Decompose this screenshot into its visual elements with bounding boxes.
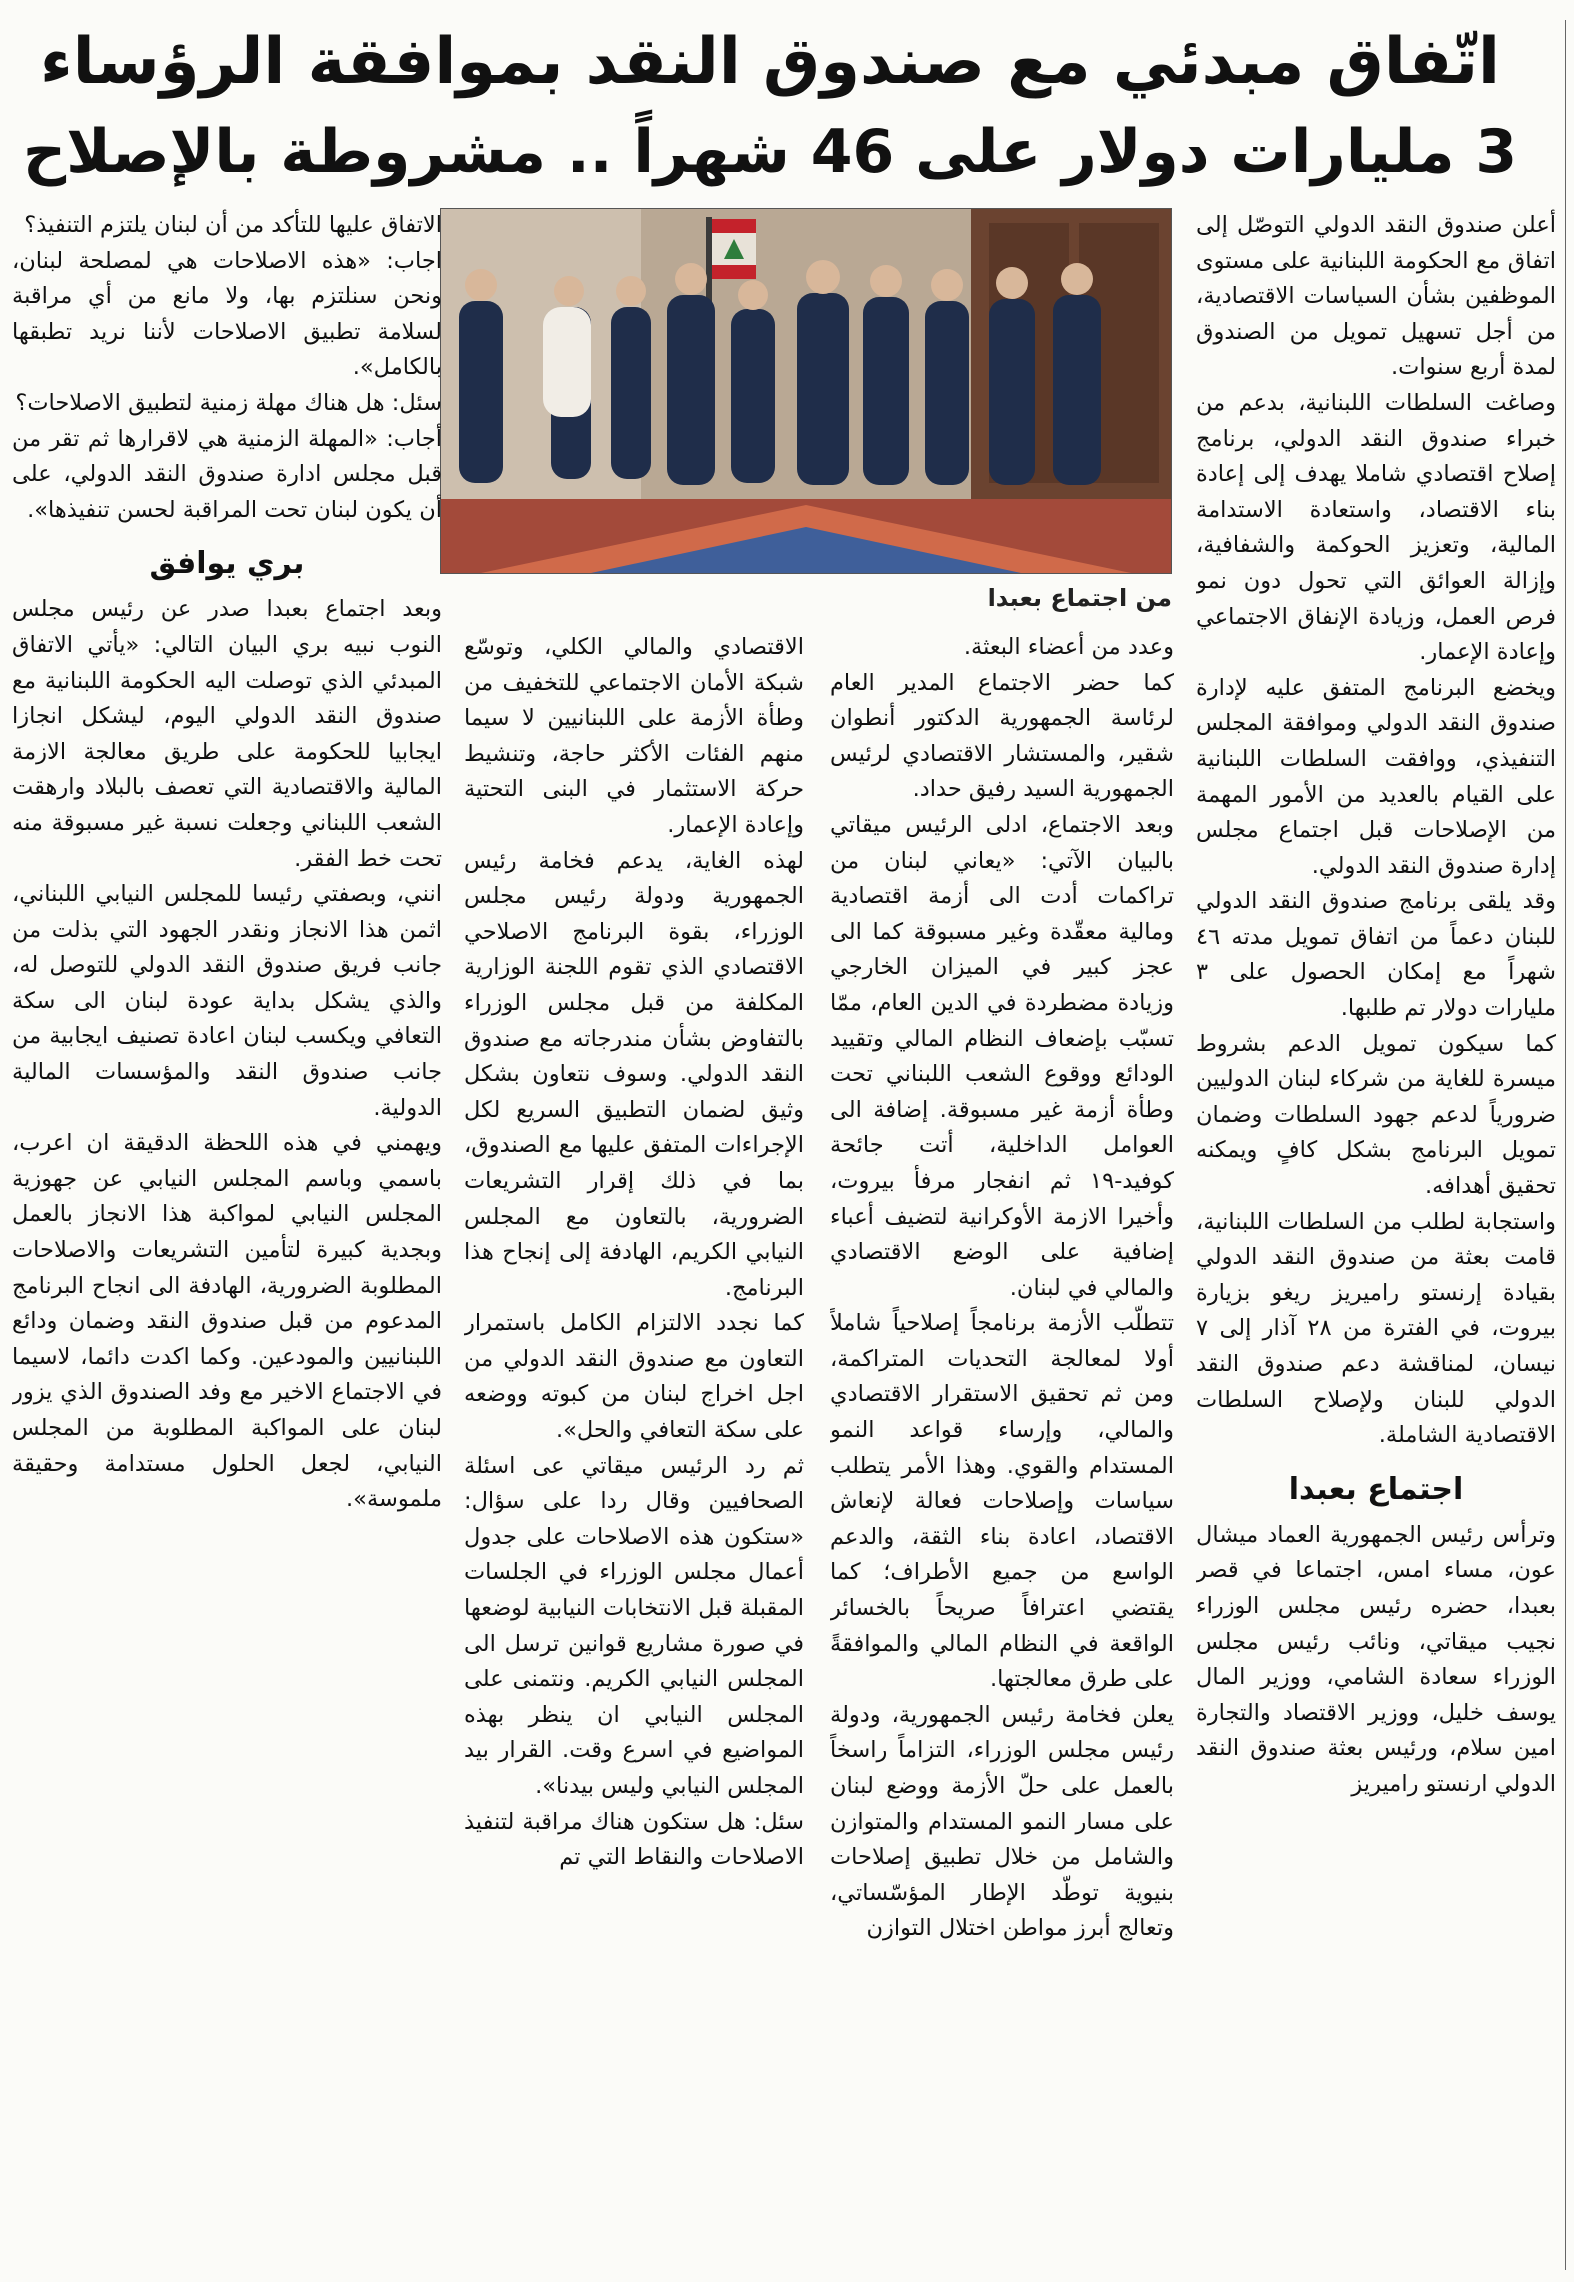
paragraph: سئل: هل هناك مهلة زمنية لتطبيق الاصلاحات؟: [15, 389, 442, 416]
headline-line-1: اتّفاق مبدئي مع صندوق النقد بموافقة الرؤساء: [40, 25, 1500, 99]
paragraph: وعدد من أعضاء البعثة.: [963, 634, 1174, 660]
paragraph: ثم رد الرئيس ميقاتي عى اسئلة الصحافيين وقال ردا على سؤال: «ستكون هذه الاصلاحات على جدول أعمال مجلس الوزراء في الجلسات المقبلة قبل الانتخابات النيابية لوضعها في صورة مشاريع قوانين ترسل الى المجلس النيابي الكريم. ونتمنى على المجلس النيابي ان ينظر بهذه المواضيع في اسرع وقت. القرار بيد المجلس النيابي وليس بيدنا».: [464, 1452, 804, 1799]
paragraph: يعلن فخامة رئيس الجمهورية، ودولة رئيس مجلس الوزراء، التزاماً راسخاً بالعمل على حلّ الأزمة ووضع لبنان على مسار النمو المستدام والمتوازن والشامل من خلال تطبيق إصلاحات بنيوية توطّد الإطار المؤسّساتي، وتعالج أبرز مواطن اختلال التوازن: [830, 1701, 1174, 1942]
paragraph: أعلن صندوق النقد الدولي التوصّل إلى اتفاق مع الحكومة اللبنانية على مستوى الموظفين بشأن السياسات الاقتصادية، من أجل تسهيل تمويل من الصندوق لمدة أربع سنوات.: [1196, 212, 1556, 381]
paragraph: وبعد الاجتماع، ادلى الرئيس ميقاتي بالبيان الآتي: «يعاني لبنان من تراكمات أدت الى أزمة اقتصادية ومالية معقّدة وغير مسبوقة كما الى عجز كبير في الميزان الخارجي وزيادة مضطردة في الدين العام، ممّا تسبّب بإضعاف النظام المالي وتقييد الودائع ووقوع الشعب اللبناني تحت وطأة أزمة غير مسبوقة. إضافة الى العوامل الداخلية، أتت جائحة كوفيد-١٩ ثم انفجار مرفأ بيروت، وأخيرا الازمة الأوكرانية لتضيف أعباء إضافية على الوضع الاقتصادي والمالي في لبنان.: [830, 811, 1174, 1301]
paragraph: كما سيكون تمويل الدعم بشروط ميسرة للغاية من شركاء لبنان الدوليين ضرورياً لدعم جهود السلطات وضمان تمويل البرنامج بشكل كافٍ ويمكنه تحقيق أهدافه.: [1196, 1030, 1556, 1200]
paragraph: الاتفاق عليها للتأكد من أن لبنان يلتزم التنفيذ؟: [24, 212, 442, 238]
article-column-2: [830, 630, 1174, 2276]
article-column-4: [12, 208, 442, 2276]
paragraph: وصاغت السلطات اللبنانية، بدعم من خبراء صندوق النقد الدولي، برنامج إصلاح اقتصادي شاملا يهدف إلى إعادة بناء الاقتصاد، واستعادة الاستدامة المالية، وتعزيز الحوكمة والشفافية، وإزالة العوائق التي تحول دون نمو فرص العمل، وزيادة الإنفاق الاجتماعي وإعادة الإعمار.: [1196, 389, 1556, 666]
article-column-3: [464, 630, 804, 2276]
paragraph: وقد يلقى برنامج صندوق النقد الدولي للبنان دعماً من اتفاق تمويل مدته ٤٦ شهراً مع إمكان الحصول على ٣ مليارات دولار تم طلبها.: [1196, 888, 1556, 1022]
headline-line-2: 3 مليارات دولار على 46 شهراً .. مشروطة بالإصلاح: [22, 117, 1518, 187]
meeting-group-photo: [440, 208, 1172, 574]
paragraph: كما نجدد الالتزام الكامل باستمرار التعاون مع صندوق النقد الدولي من اجل اخراج لبنان من كبوته ووضعه على سكة التعافي والحل».: [464, 1310, 804, 1444]
subheading-berri-agrees: بري يوافق: [149, 546, 305, 582]
news-photo-block: [442, 208, 1172, 612]
paragraph: واستجابة لطلب من السلطات اللبنانية، قامت بعثة من صندوق النقد الدولي بقيادة إرنستو راميريز ريغو بزيارة بيروت، في الفترة من ٢٨ آذار إلى ٧ نيسان، لمناقشة دعم صندوق النقد الدولي للبنان ولإصلاح السلطات الاقتصادية الشاملة.: [1196, 1208, 1556, 1449]
paragraph: وترأس رئيس الجمهورية العماد ميشال عون، مساء امس، اجتماعا في قصر بعبدا، حضره رئيس مجلس الوزراء نجيب ميقاتي، ونائب رئيس مجلس الوزراء سعادة الشامي، ووزير المال يوسف خليل، ووزير الاقتصاد والتجارة امين سلام، ورئيس بعثة صندوق النقد الدولي ارنستو راميريز: [1196, 1521, 1556, 1797]
paragraph: كما حضر الاجتماع المدير العام لرئاسة الجمهورية الدكتور أنطوان شقير، والمستشار الاقتصادي لرئيس الجمهورية السيد رفيق حداد.: [830, 669, 1174, 803]
paragraph: ويخضع البرنامج المتفق عليه لإدارة صندوق النقد الدولي وموافقة المجلس التنفيذي، ووافقت السلطات اللبنانية على القيام بالعديد من الأمور المهمة من الإصلاحات قبل اجتماع مجلس إدارة صندوق النقد الدولي.: [1196, 674, 1556, 879]
column-rule: [1565, 20, 1566, 2270]
paragraph: انني، وبصفتي رئيسا للمجلس النيابي اللبناني، اثمن هذا الانجاز ونقدر الجهود التي بذلت من جانب فريق صندوق النقد الدولي للتوصل له، والذي يشكل بداية عودة لبنان الى سكة التعافي ويكسب لبنان اعادة تصنيف ايجابية من جانب صندوق النقد والمؤسسات المالية الدولية.: [12, 881, 442, 1121]
paragraph: اجاب: «هذه الاصلاحات هي لمصلحة لبنان، ونحن سنلتزم بها، ولا مانع من أي مراقبة لسلامة تطبيق الاصلاحات لأننا نريد تطبقها بالكامل».: [12, 247, 442, 381]
paragraph: لهذه الغاية، يدعم فخامة رئيس الجمهورية ودولة رئيس مجلس الوزراء، بقوة البرنامج الاصلاحي الاقتصادي الذي تقوم اللجنة الوزارية المكلفة من قبل مجلس الوزراء بالتفاوض بشأن مندرجاته مع صندوق النقد الدولي. وسوف نتعاون بشكل وثيق لضمان التطبيق السريع لكل الإجراءات المتفق عليها مع الصندوق، بما في ذلك إقرار التشريعات الضرورية، بالتعاون مع المجلس النيابي الكريم، الهادفة إلى إنجاح هذا البرنامج.: [464, 847, 804, 1301]
paragraph: وبعد اجتماع بعبدا صدر عن رئيس مجلس النوب نبيه بري البيان التالي: «يأتي الاتفاق المبدئي الذي توصلت اليه الحكومة اللبنانية مع صندوق النقد الدولي اليوم، ليشكل انجازا ايجابيا للحكومة على طريق معالجة الازمة المالية والاقتصادية التي تعصف بالبلاد وارهقت الشعب اللبناني وجعلت نسبة غير مسبوقة منه تحت خط الفقر.: [12, 596, 442, 872]
paragraph: تتطلّب الأزمة برنامجاً إصلاحياً شاملاً أولا لمعالجة التحديات المتراكمة، ومن ثم تحقيق الاستقرار الاقتصادي والمالي، وإرساء قواعد النمو المستدام والقوي. وهذا الأمر يتطلب سياسات وإصلاحات فعالة لإنعاش الاقتصاد، اعادة بناء الثقة، والدعم الواسع من جميع الأطراف؛ كما يقتضي اعترافاً صريحاً بالخسائر الواقعة في النظام المالي والموافقةً على طرق معالجتها.: [830, 1310, 1174, 1693]
paragraph: أجاب: «المهلة الزمنية هي لاقرارها ثم تقر من قبل مجلس ادارة صندوق النقد الدولي، على أن يكون لبنان تحت المراقبة لحسن تنفيذها».: [12, 425, 442, 523]
paragraph: الاقتصادي والمالي الكلي، وتوسّع شبكة الأمان الاجتماعي للتخفيف من وطأة الأزمة على اللبنانيين لا سيما منهم الفئات الأكثر حاجة، وتنشيط حركة الاستثمار في البنى التحتية وإعادة الإعمار.: [464, 634, 804, 838]
article-column-1: [1196, 208, 1556, 2276]
photo-caption: من اجتماع بعبدا: [987, 584, 1172, 612]
paragraph: سئل: هل ستكون هناك مراقبة لتنفيذ الاصلاحات والنقاط التي تم: [464, 1808, 804, 1871]
subheading-baabda-meeting: اجتماع بعبدا: [1288, 1471, 1464, 1507]
paragraph: ويهمني في هذه اللحظة الدقيقة ان اعرب، باسمي وباسم المجلس النيابي عن جهوزية المجلس النيابي لمواكبة هذا الانجاز بالعمل وبجدية كبيرة لتأمين التشريعات والاصلاحات المطلوبة الضرورية، الهادفة الى انجاح البرنامج المدعوم من قبل صندوق النقد وضمان ودائع اللبنانيين والمودعين. وكما اكدت دائما، لاسيما في الاجتماع الاخير مع وفد الصندوق الذي يزور لبنان على المواكبة المطلوبة من المجلس النيابي، لجعل الحلول مستدامة وحقيقة ملموسة».: [12, 1130, 442, 1513]
